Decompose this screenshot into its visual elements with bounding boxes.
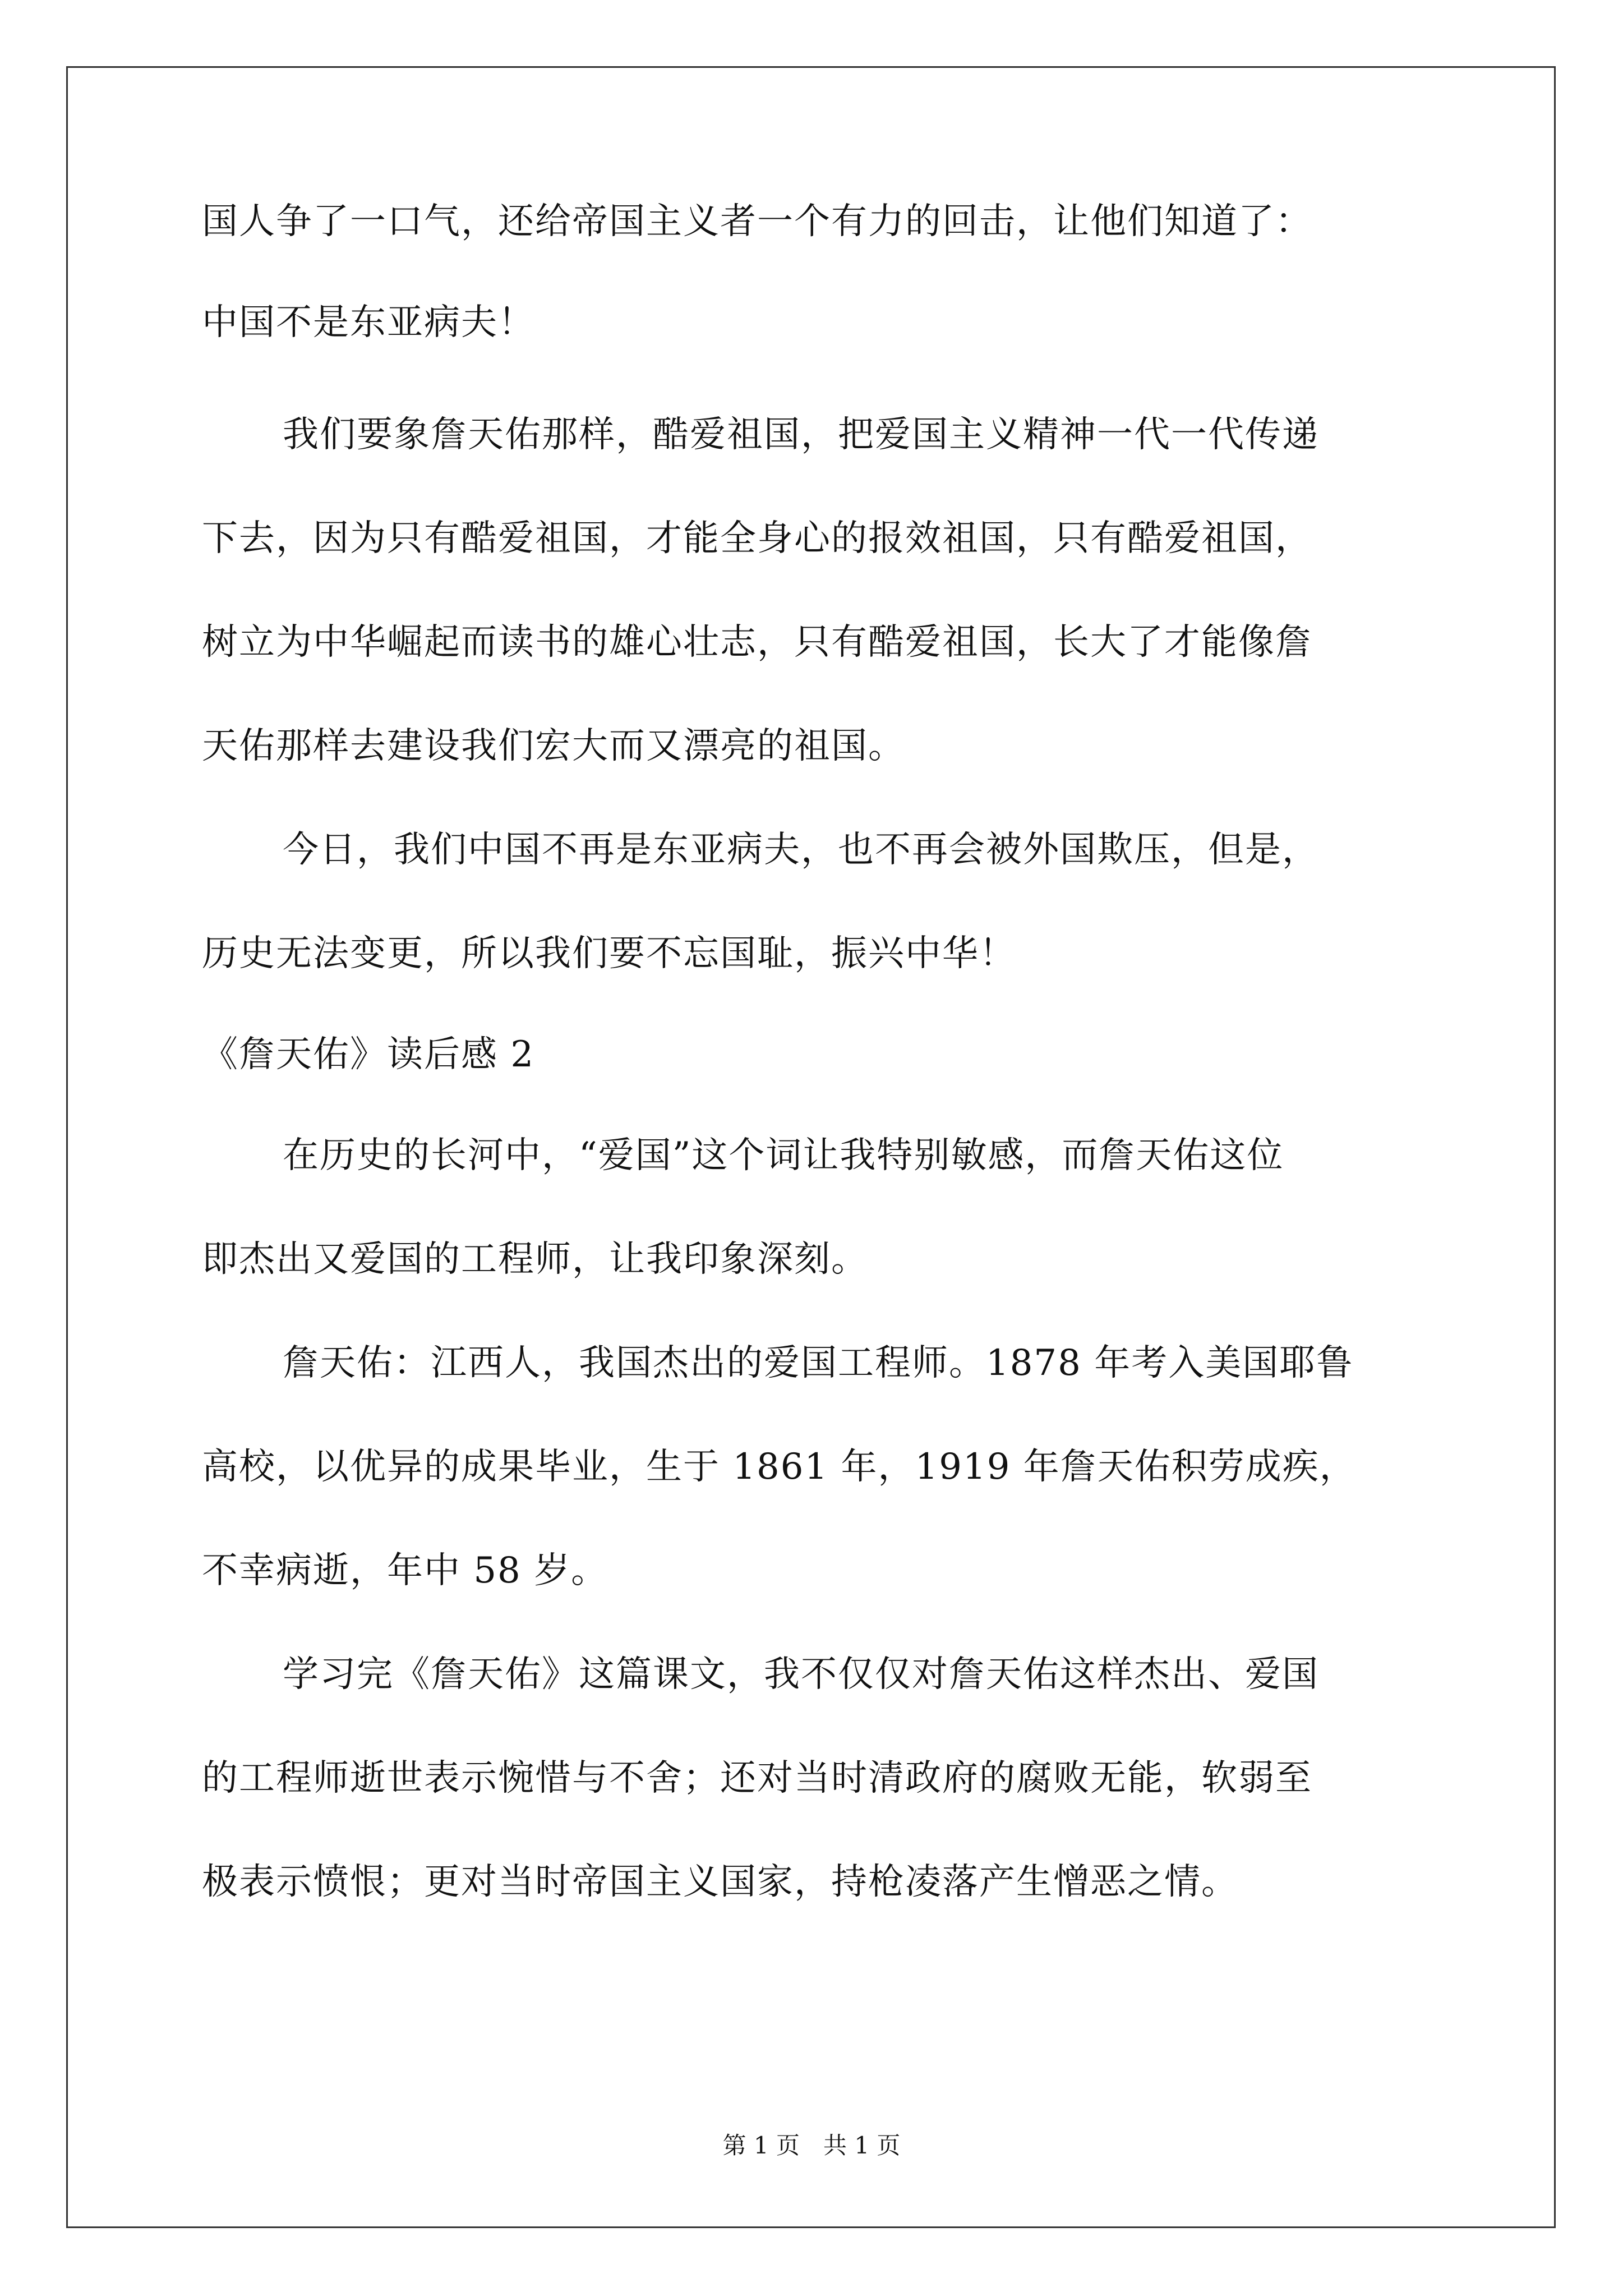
text-line: 中国不是东亚病夫！	[202, 302, 535, 343]
section-heading: 《詹天佑》读后感 2	[202, 1034, 535, 1075]
text-line: 极表示愤恨；更对当时帝国主义国家，持枪凌落产生憎恶之情。	[202, 1861, 1238, 1903]
paragraph-start-line: 今日，我们中国不再是东亚病夫，也不再会被外国欺压，但是，	[283, 829, 1319, 871]
text-line: 天佑那样去建设我们宏大而又漂亮的祖国。	[202, 725, 905, 767]
text-line: 不幸病逝，年中 58 岁。	[202, 1550, 608, 1591]
text-line: 下去，因为只有酷爱祖国，才能全身心的报效祖国，只有酷爱祖国，	[202, 518, 1312, 559]
page-footer	[0, 2132, 1623, 2160]
text-line: 树立为中华崛起而读书的雄心壮志，只有酷爱祖国，长大了才能像詹	[202, 622, 1312, 663]
text-line: 即杰出又爱国的工程师，让我印象深刻。	[202, 1239, 868, 1280]
text-line: 国人争了一口气，还给帝国主义者一个有力的回击，让他们知道了：	[202, 201, 1312, 242]
text-line: 历史无法变更，所以我们要不忘国耻，振兴中华！	[202, 933, 1016, 974]
paragraph-start-line: 学习完《詹天佑》这篇课文，我不仅仅对詹天佑这样杰出、爱国	[283, 1654, 1319, 1695]
text-line: 的工程师逝世表示惋惜与不舍；还对当时清政府的腐败无能，软弱至	[202, 1757, 1312, 1799]
text-line: 高校，以优异的成果毕业，生于 1861 年，1919 年詹天佑积劳成疾，	[202, 1446, 1357, 1488]
page-number-total: 共 1 页	[823, 2132, 901, 2159]
paragraph-start-line: 詹天佑：江西人，我国杰出的爱国工程师。1878 年考入美国耶鲁	[283, 1342, 1354, 1384]
paragraph-start-line: 我们要象詹天佑那样，酷爱祖国，把爱国主义精神一代一代传递	[283, 414, 1319, 455]
page-number-current: 第 1 页	[722, 2132, 800, 2159]
paragraph-start-line: 在历史的长河中，“爱国”这个词让我特别敏感，而詹天佑这位	[283, 1135, 1284, 1176]
